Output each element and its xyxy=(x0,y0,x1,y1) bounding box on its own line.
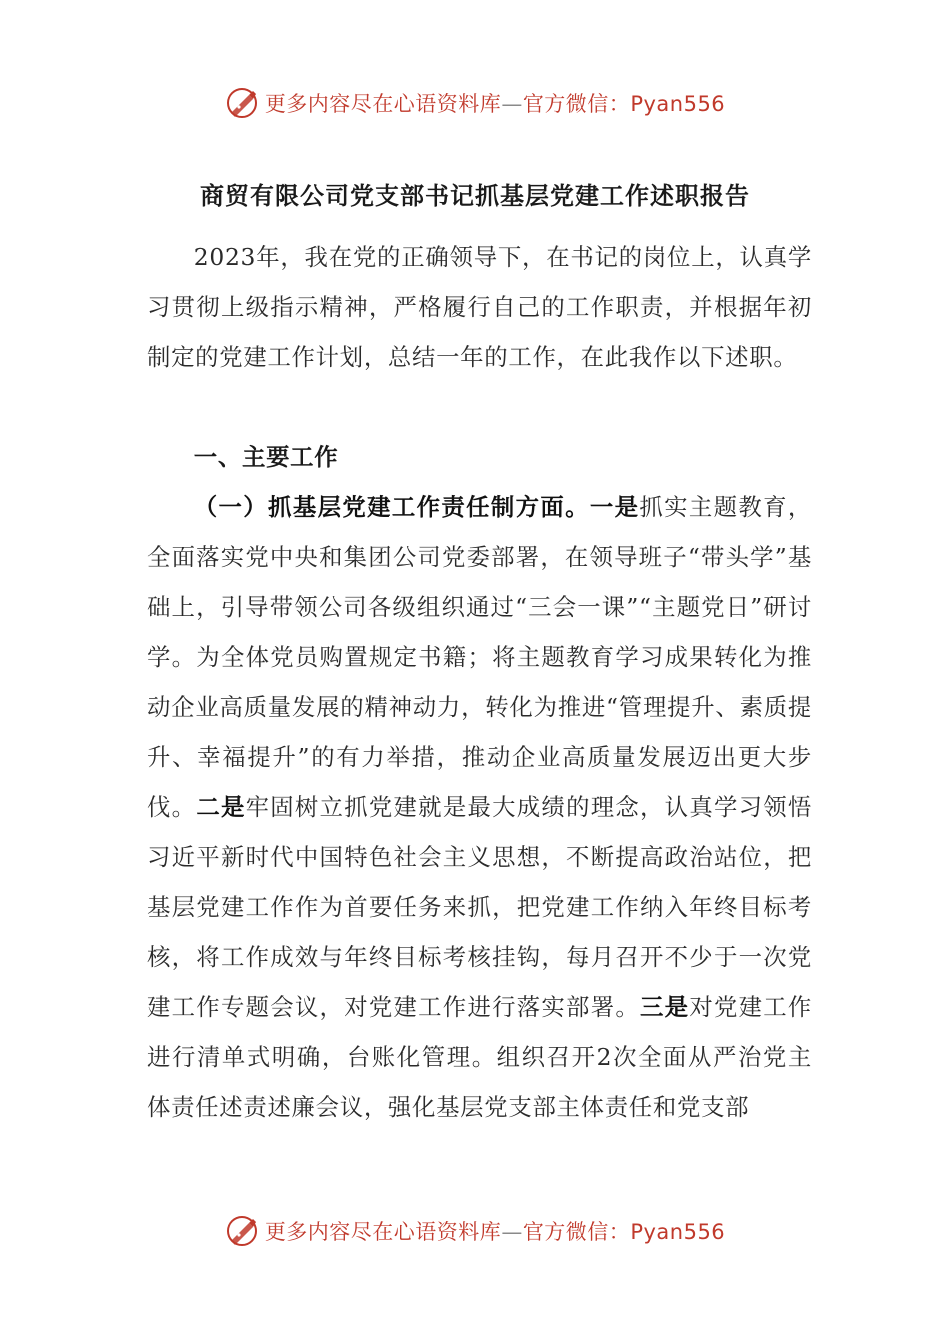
watermark-text: 更多内容尽在心语资料库—官方微信：Pyan556 xyxy=(264,1220,726,1244)
point-text-3: 对党建工作进行清单式明确，台账化管理。组织召开2次全面从严治党主体责任述责述廉会议，强化基层党支部主体责任和党支部 xyxy=(147,993,813,1121)
point-label-1: 一是 xyxy=(589,493,640,521)
watermark-text: 更多内容尽在心语资料库—官方微信：Pyan556 xyxy=(264,92,726,116)
section-heading: 一、主要工作 xyxy=(193,443,339,471)
document-body xyxy=(147,232,812,1132)
subsection-heading: （一）抓基层党建工作责任制方面。 xyxy=(193,493,590,521)
point-label-2: 二是 xyxy=(196,793,246,821)
intro-paragraph: 2023年，我在党的正确领导下，在书记的岗位上，认真学习贯彻上级指示精神，严格履行自己的工作职责，并根据年初制定的党建工作计划，总结一年的工作，在此我作以下述职。 xyxy=(147,243,812,371)
watermark-banner-bottom xyxy=(0,1211,950,1251)
watermark-banner-top xyxy=(0,83,950,123)
pen-nib-icon xyxy=(225,86,259,120)
pen-nib-icon xyxy=(225,1214,259,1248)
document-title: 商贸有限公司党支部书记抓基层党建工作述职报告 xyxy=(200,182,750,210)
point-label-3: 三是 xyxy=(640,993,690,1021)
point-text-2: 牢固树立抓党建就是最大成绩的理念，认真学习领悟习近平新时代中国特色社会主义思想，不断提高政治站位，把基层党建工作作为首要任务来抓，把党建工作纳入年终目标考核，将工作成效与年终目标考核挂钩，每月召开不少于一次党建工作专题会议，对党建工作进行落实部署。 xyxy=(147,793,813,1021)
subsection-paragraph xyxy=(147,482,812,1132)
point-text-1: 抓实主题教育，全面落实党中央和集团公司党委部署，在领导班子“带头学”基础上，引导带领公司各级组织通过“三会一课”“主题党日”研讨学。为全体党员购置规定书籍；将主题教育学习成果转化为推动企业高质量发展的精神动力，转化为推进“管理提升、素质提升、幸福提升”的有力举措，推动企业高质量发展迈出更大步伐。 xyxy=(147,493,813,821)
